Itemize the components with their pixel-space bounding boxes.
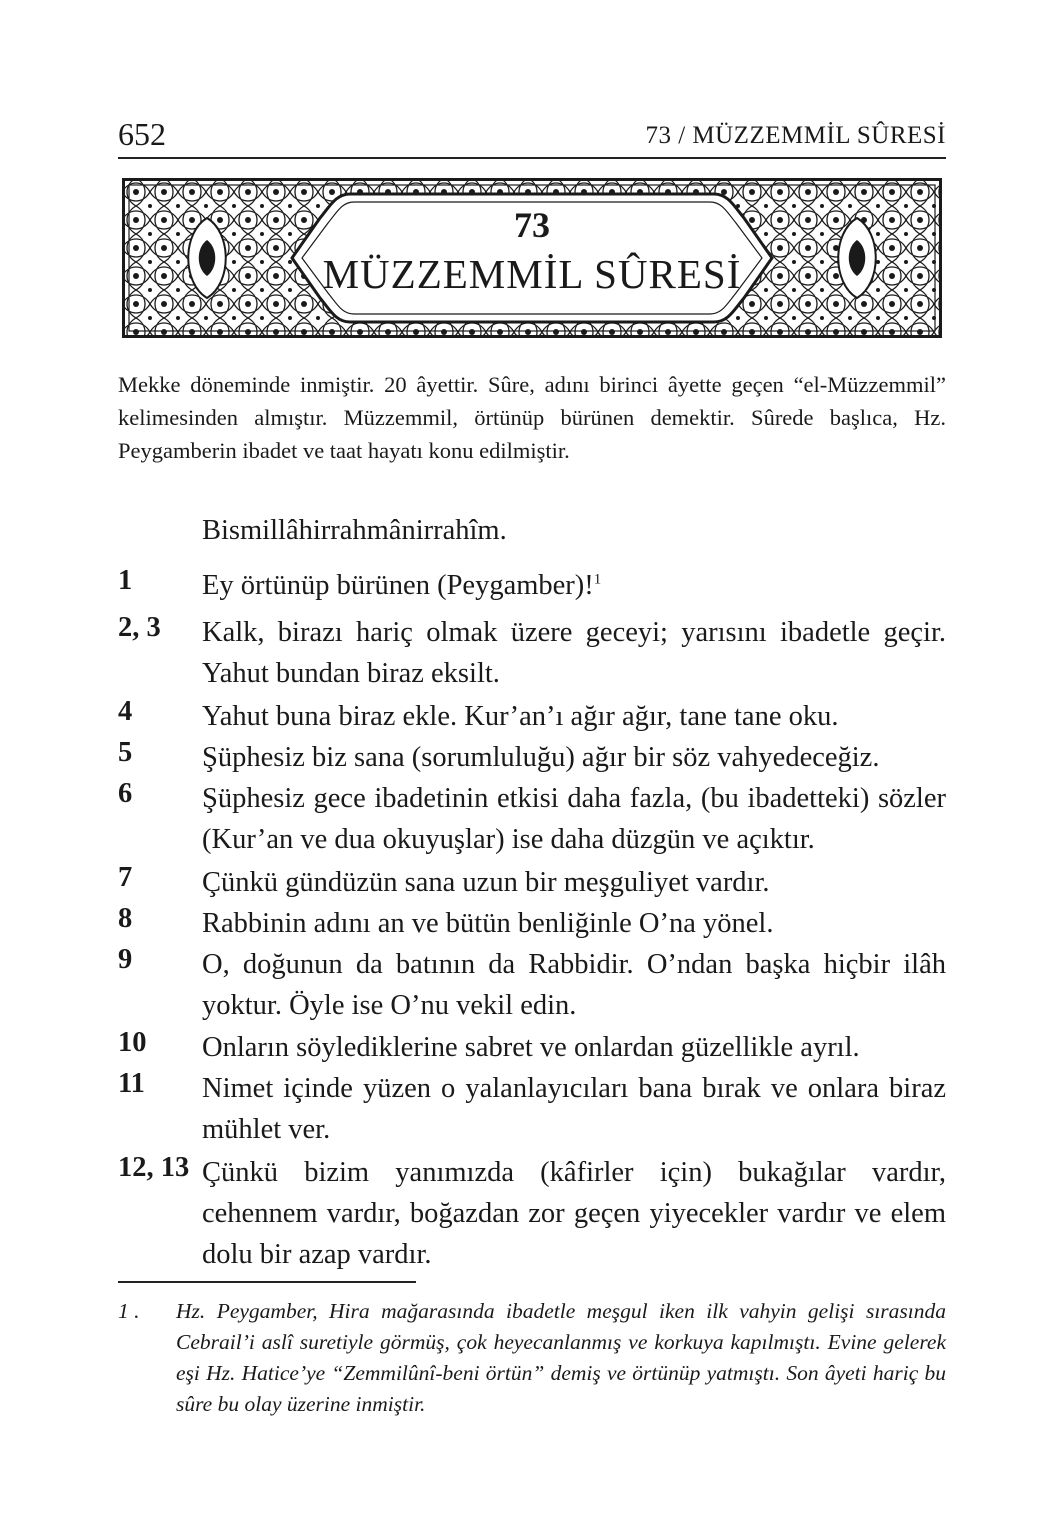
footnote-rule <box>118 1281 416 1283</box>
surah-title: MÜZZEMMİL SÛRESİ <box>322 251 742 297</box>
verse-number: 5 <box>118 737 133 768</box>
surah-banner <box>122 178 942 338</box>
header-rule <box>118 157 946 159</box>
footnote-text: Hz. Peygamber, Hira mağarasında ibadetle meşgul iken ilk vahyin gelişi sırasında Cebrail’i aslî suretiyle görmüş, çok heyecanlanmış ve korkuya kapılmıştı. Evine gelerek eşi Hz. Hatice’ye “Zemmilûnî-beni örtün” demiş ve örtünüp yatmıştı. Son âyeti hariç bu sûre bu olay üzerine inmiştir. <box>176 1299 946 1416</box>
verse-text: Nimet içinde yüzen o yalanlayıcıları bana bırak ve onlara biraz mühlet ver. <box>202 1073 946 1145</box>
verse-number: 8 <box>118 903 133 934</box>
verse-text: Rabbinin adını an ve bütün benliğinle O’na yönel. <box>202 908 774 939</box>
verse-text: O, doğunun da batının da Rabbidir. O’ndan başka hiçbir ilâh yoktur. Öyle ise O’nu vekil edin. <box>202 949 946 1021</box>
verse-number: 6 <box>118 778 133 809</box>
surah-number: 73 <box>514 205 550 245</box>
verse-number: 9 <box>118 944 133 975</box>
verse-text: Çünkü bizim yanımızda (kâfirler için) bukağılar vardır, cehennem vardır, boğazdan zor geçen yiyecekler vardır ve elem dolu bir azap vardır. <box>202 1157 946 1270</box>
verse-number: 1 <box>118 565 133 596</box>
running-title: 73 / MÜZZEMMİL SÛRESİ <box>645 122 946 149</box>
basmala: Bismillâhirrahmânirrahîm. <box>202 515 507 546</box>
verse-number: 11 <box>118 1068 145 1099</box>
footnote-ref: 1 <box>593 571 602 588</box>
verse-text: Şüphesiz biz sana (sorumluluğu) ağır bir söz vahyedeceğiz. <box>202 742 880 773</box>
verse-text: Şüphesiz gece ibadetinin etkisi daha fazla, (bu ibadetteki) sözler (Kur’an ve dua okuyuşlar) ise daha düzgün ve açıktır. <box>202 783 946 855</box>
verse-text <box>202 565 946 606</box>
page-header <box>118 112 946 158</box>
verse-number: 10 <box>118 1027 147 1058</box>
verse-text: Onların söylediklerine sabret ve onlardan güzellikle ayrıl. <box>202 1032 860 1063</box>
verse-text: Çünkü gündüzün sana uzun bir meşguliyet vardır. <box>202 867 770 898</box>
verse-number: 4 <box>118 696 133 727</box>
page-number: 652 <box>118 116 166 152</box>
verse-text-body: Ey örtünüp bürünen (Peygamber)! <box>202 570 594 601</box>
surah-introduction: Mekke döneminde inmiştir. 20 âyettir. Sûre, adını birinci âyette geçen “el-Müzzemmil” kelimesinden almıştır. Müzzemmil, örtünüp bürünen demektir. Sûrede başlıca, Hz. Peygamberin ibadet ve taat hayatı konu edilmiştir. <box>118 372 946 463</box>
verse-number: 2, 3 <box>118 612 161 643</box>
verse-text: Yahut buna biraz ekle. Kur’an’ı ağır ağır, tane tane oku. <box>202 701 839 732</box>
verse-number: 12, 13 <box>118 1152 190 1183</box>
footnote-number: 1 . <box>118 1299 140 1323</box>
verse-number: 7 <box>118 862 133 893</box>
verse-text: Kalk, birazı hariç olmak üzere geceyi; yarısını ibadetle geçir. Yahut bundan biraz eksilt. <box>202 617 946 689</box>
